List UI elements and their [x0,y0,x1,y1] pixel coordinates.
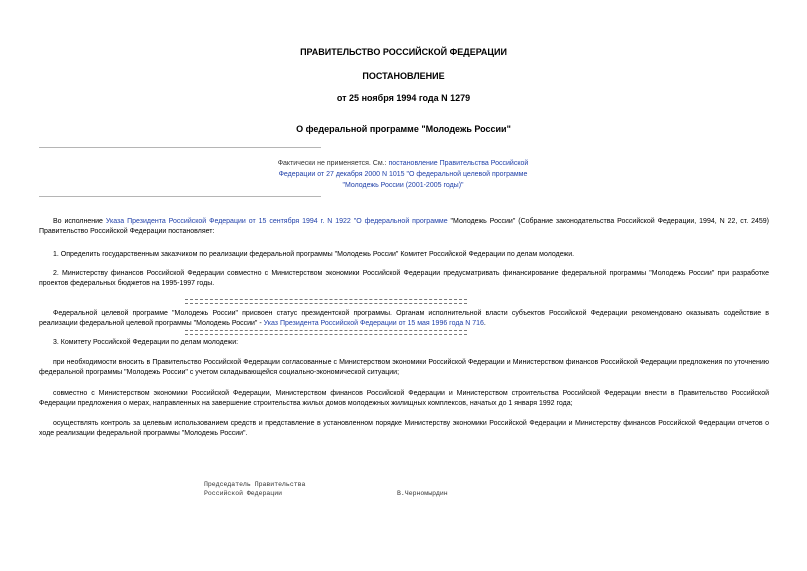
paragraph-3-item-1: при необходимости вносить в Правительство Российской Федерации согласованные с Министерством экономики Российской Федерации и Министерством финансов Российской Федерации предложения по уточнению федеральной программы "Молодежь России" с учетом складывающейся социально-экономической ситуации; [39,359,769,376]
paragraph-3-item-2: совместно с Министерством экономики Российской Федерации, Министерством финансов Российской Федерации и Министерством строительства Российской Федерации внести в Правительство Российской Федерации предложения о мерах, направленных на завершение строительства жилых домов молодежных жилищных комплексов, начатых до 1 января 1992 года; [39,390,769,407]
comment-end: . [483,320,486,327]
document-title: О федеральной программе "Молодежь России" [296,124,511,134]
note-link[interactable]: постановление Правительства Российской Федерации от 27 декабря 2000 N 1015 "О федеральной целевой программе "Молодежь России (2001-2005 годы)" [278,160,529,189]
note-prefix: Фактически не применяется. См.: [277,160,389,167]
document-type: ПОСТАНОВЛЕНИЕ [362,71,445,81]
preamble-prefix: Во исполнение [53,218,106,225]
paragraph-preamble [39,217,769,237]
paragraph-2: 2. Министерству финансов Российской Федерации совместно с Министерством экономики Российской Федерации предусматривать финансирование федеральной программы "Молодежь России" при разработке проектов федеральных бюджетов на 1995-1997 годы. [39,270,769,287]
comment-bottom-divider [185,330,467,335]
preamble-suffix: "Молодежь России" (Собрание законодательства Российской Федерации, 1994, N 22, ст. 2459) Правительство Российской Федерации постановляет: [39,218,769,235]
note-bottom-divider [39,196,321,197]
applicability-note [262,158,544,191]
paragraph-3: 3. Комитету Российской Федерации по делам молодежи: [53,339,239,346]
paragraph-3-item-3: осуществлять контроль за целевым использованием средств и представление в установленном порядке Министерству экономики Российской Федерации и Министерству финансов Российской Федерации отчетов о ходе реализации федеральной программы "Молодежь России". [39,420,769,437]
decree-link-1922[interactable]: Указа Президента Российской Федерации от 15 сентября 1994 г. N 1922 "О федеральной программе [105,218,448,225]
comment-top-divider [185,299,467,304]
note-top-divider [39,147,321,148]
government-heading: ПРАВИТЕЛЬСТВО РОССИЙСКОЙ ФЕДЕРАЦИИ [300,47,507,57]
paragraph-1: 1. Определить государственным заказчиком по реализации федеральной программы "Молодежь России" Комитет Российской Федерации по делам молодежи. [53,251,575,258]
signature-position-line1: Председатель Правительства [204,481,306,488]
decree-link-716[interactable]: Указ Президента Российской Федерации от 15 мая 1996 года N 716 [263,320,484,327]
signature-name: В.Черномырдин [397,490,448,497]
document-date-number: от 25 ноября 1994 года N 1279 [336,93,471,103]
comment-text: Федеральной целевой программе "Молодежь России" присвоен статус президентской программы. Органам исполнительной власти субъектов Российской Федерации рекомендовано оказывать содействие в реализации федеральной целевой программы "Молодежь России" - [39,310,769,327]
paragraph-comment [39,309,769,329]
signature-position-line2: Российской Федерации [204,490,283,497]
